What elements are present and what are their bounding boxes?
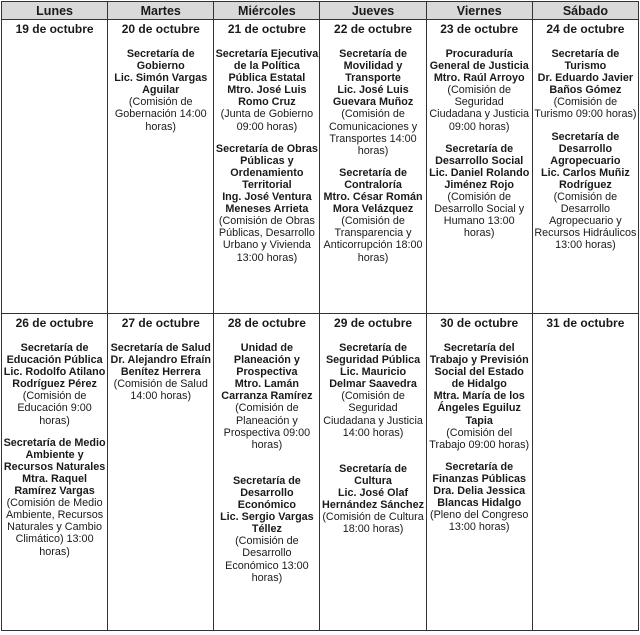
event-commission: (Comisión de Educación 9:00 horas) <box>17 390 92 427</box>
day-cell <box>214 314 320 631</box>
day-cell <box>320 20 426 314</box>
event-organization: Secretaría de Salud <box>110 342 211 354</box>
day-cell <box>532 20 638 314</box>
date-label: 30 de octubre <box>440 316 519 330</box>
day-cell <box>108 314 214 631</box>
event-entry <box>109 342 212 402</box>
event-commission: (Comisión de Obras Públicas, Desarrollo Urbano y Vivienda 13:00 horas) <box>218 215 315 264</box>
date-label: 28 de octubre <box>227 316 306 330</box>
event-entry <box>3 437 106 558</box>
day-cell <box>426 20 532 314</box>
day-cell <box>214 20 320 314</box>
event-official: Lic. José Olaf Hernández Sánchez <box>322 486 425 512</box>
date-label: 27 de octubre <box>121 316 200 330</box>
day-header-row <box>2 2 639 20</box>
event-commission: (Comisión de Transparencia y Anticorrupción 18:00 horas) <box>323 215 423 264</box>
date-label: 23 de octubre <box>440 22 519 36</box>
event-official: Mtra. María de los Ángeles Eguiluz Tapia <box>433 390 525 427</box>
day-header-viernes: Viernes <box>426 2 532 20</box>
event-commission: (Comisión de Desarrollo Social y Humano 13:00 horas) <box>434 191 525 240</box>
event-entry <box>428 461 531 534</box>
event-entry <box>215 48 318 133</box>
date-label: 26 de octubre <box>15 316 94 330</box>
event-commission: (Comisión de Cultura 18:00 horas) <box>322 511 424 536</box>
event-official: Lic. Simón Vargas Aguilar <box>114 72 208 97</box>
event-commission: (Comisión de Medio Ambiente, Recursos Naturales y Cambio Climático) 13:00 horas) <box>5 497 104 558</box>
event-organization: Secretaría de Medio Ambiente y Recursos Naturales <box>3 436 106 473</box>
day-cell <box>2 20 108 314</box>
event-official: Mtro. Raúl Arroyo <box>433 72 525 85</box>
event-official: Lic. Daniel Rolando Jiménez Rojo <box>429 166 530 191</box>
event-entry <box>321 48 424 157</box>
event-commission: (Comisión de Seguridad Ciudadana y Justicia 09:00 horas) <box>429 84 530 133</box>
day-cell <box>532 314 638 631</box>
event-organization: Secretaría Ejecutiva de la Política Pública Estatal <box>215 48 319 85</box>
event-official: Dr. Eduardo Javier Baños Gómez <box>537 72 634 97</box>
event-entry <box>534 131 637 252</box>
date-label: 29 de octubre <box>334 316 413 330</box>
event-entry <box>215 143 318 264</box>
event-organization: Unidad de Planeación y Prospectiva <box>233 342 300 379</box>
day-cell <box>108 20 214 314</box>
event-official: Lic. Carlos Muñiz Rodríguez <box>540 166 630 191</box>
day-header-sabado: Sábado <box>532 2 638 20</box>
day-header-jueves: Jueves <box>320 2 426 20</box>
event-organization: Secretaría de Turismo <box>551 48 620 73</box>
date-label: 20 de octubre <box>121 22 200 36</box>
event-entry <box>428 48 531 133</box>
event-entry <box>321 342 424 439</box>
event-organization: Procuraduría General de Justicia <box>429 48 529 73</box>
event-organization: Secretaría de Cultura <box>339 462 407 487</box>
week-row-2 <box>2 314 639 631</box>
date-label: 22 de octubre <box>334 22 413 36</box>
event-official: Lic. Mauricio Delmar Saavedra <box>329 366 417 391</box>
event-organization: Secretaría del Trabajo y Previsión Social del Estado de Hidalgo <box>429 342 529 391</box>
event-official: Ing. José Ventura Meneses Arrieta <box>222 191 312 216</box>
day-header-lunes: Lunes <box>2 2 108 20</box>
event-entry <box>215 475 318 584</box>
event-official: Mtro. José Luis Romo Cruz <box>227 84 307 109</box>
event-commission: (Comisión de Desarrollo Agropecuario y Recursos Hidráulicos 13:00 horas) <box>534 191 637 252</box>
event-entry <box>321 463 424 536</box>
event-organization: Secretaría de Desarrollo Social <box>435 142 524 167</box>
event-commission: (Comisión de Salud 14:00 horas) <box>113 378 208 403</box>
event-official: Mtro. César Román Mora Velázquez <box>323 191 423 216</box>
day-cell <box>320 314 426 631</box>
event-organization: Secretaría de Seguridad Pública <box>325 342 421 367</box>
event-organization: Secretaría de Finanzas Públicas <box>432 460 526 485</box>
event-commission: (Comisión de Seguridad Ciudadana y Justicia 14:00 horas) <box>323 390 423 439</box>
event-organization: Secretaría de Contraloría <box>339 166 407 191</box>
date-label: 31 de octubre <box>546 316 625 330</box>
event-official: Lic. Rodolfo Atilano Rodríguez Pérez <box>3 366 106 391</box>
day-header-miercoles: Miércoles <box>214 2 320 20</box>
event-entry <box>534 48 637 121</box>
event-official: Dra. Delia Jessica Blancas Hidalgo <box>433 485 526 510</box>
event-organization: Secretaría de Desarrollo Agropecuario <box>550 130 621 167</box>
event-commission: (Comisión de Desarrollo Económico 13:00 horas) <box>225 535 309 584</box>
event-organization: Secretaría de Desarrollo Económico <box>232 474 301 512</box>
event-official: Mtra. Raquel Ramírez Vargas <box>14 472 95 498</box>
day-cell <box>2 314 108 631</box>
event-commission: (Comisión de Comunicaciones y Transportes 14:00 horas) <box>328 108 418 157</box>
event-commission: (Pleno del Congreso 13:00 horas) <box>429 509 529 534</box>
event-organization: Secretaría de Educación Pública <box>6 342 103 367</box>
event-entry <box>321 167 424 264</box>
event-official: Lic. José Luis Guevara Muñoz <box>332 84 414 109</box>
event-commission: (Comisión del Trabajo 09:00 horas) <box>429 426 530 451</box>
calendar-table <box>1 1 639 631</box>
event-commission: (Comisión de Turismo 09:00 horas) <box>534 96 637 121</box>
event-organization: Secretaría de Movilidad y Transporte <box>339 48 407 85</box>
day-cell <box>426 314 532 631</box>
event-official: Lic. Sergio Vargas Téllez <box>220 511 314 536</box>
day-header-martes: Martes <box>108 2 214 20</box>
event-entry <box>3 342 106 427</box>
event-entry <box>428 143 531 240</box>
event-organization: Secretaría de Obras Públicas y Ordenamiento Territorial <box>215 142 318 191</box>
week-row-1 <box>2 20 639 314</box>
event-commission: (Comisión de Gobernación 14:00 horas) <box>114 96 207 133</box>
event-official: Mtro. Lamán Carranza Ramírez <box>221 378 313 403</box>
event-organization: Secretaría de Gobierno <box>126 48 195 73</box>
date-label: 24 de octubre <box>546 22 625 36</box>
event-entry <box>215 342 318 451</box>
event-official: Dr. Alejandro Efraín Benítez Herrera <box>110 354 211 379</box>
event-commission: (Comisión de Planeación y Prospectiva 09:00 horas) <box>223 402 311 451</box>
event-entry <box>109 48 212 133</box>
date-label: 21 de octubre <box>227 22 306 36</box>
date-label: 19 de octubre <box>15 22 94 36</box>
event-entry <box>428 342 531 451</box>
event-commission: (Junta de Gobierno 09:00 horas) <box>220 108 314 133</box>
